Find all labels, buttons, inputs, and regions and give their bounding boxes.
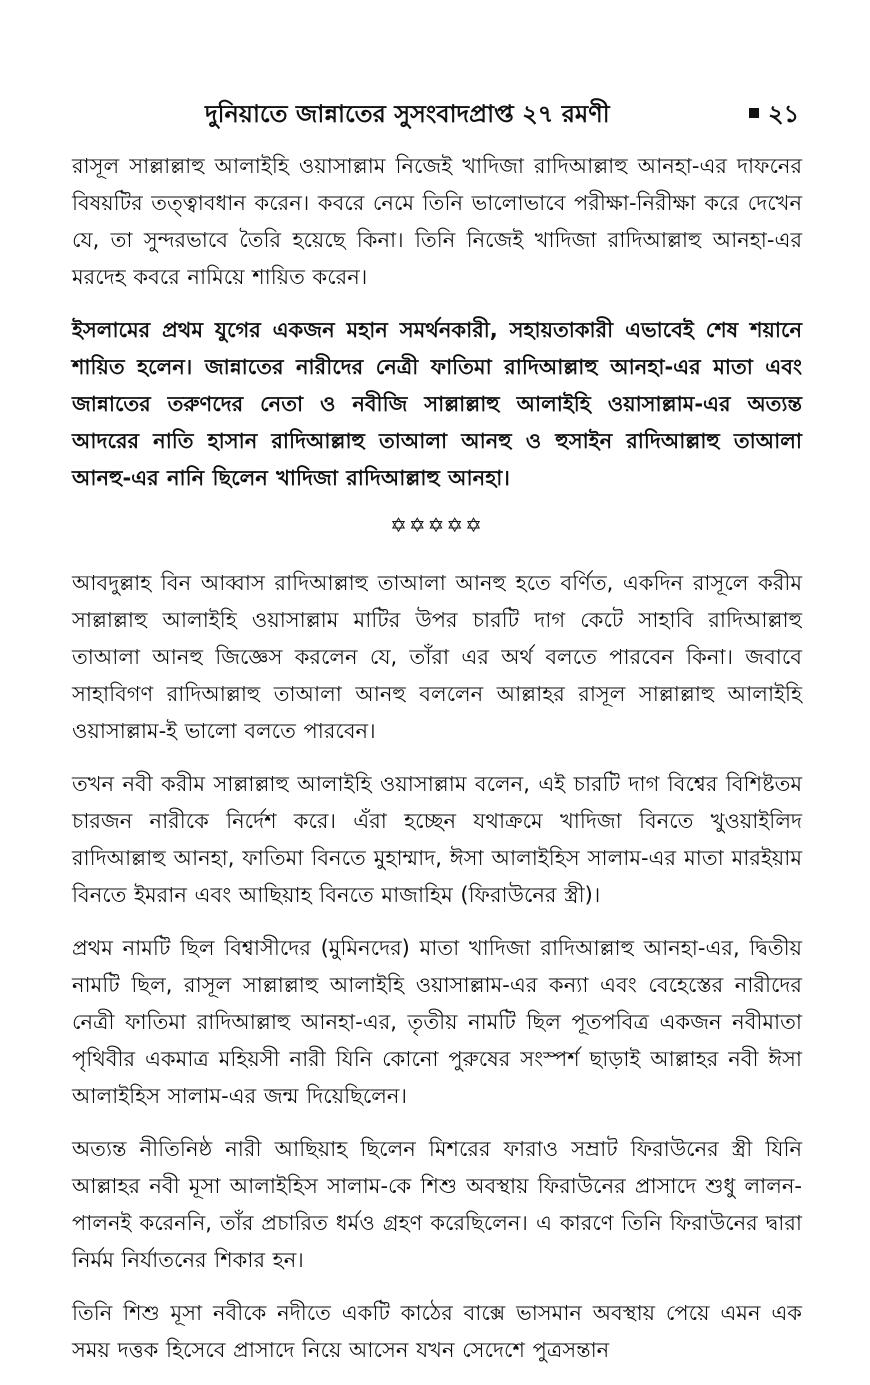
star-separator: ✡✡✡✡✡	[390, 513, 484, 537]
paragraph-asiyah: অত্যন্ত নীতিনিষ্ঠ নারী আছিয়াহ ছিলেন মিশরের ফারাও সম্রাট ফিরাউনের স্ত্রী যিনি আল্লাহর নবী মূসা আলাইহিস সালাম-কে শিশু অবস্থায় ফিরাউনের প্রাসাদে শুধু লালন-পালনই করেননি, তাঁর প্রচারিত ধর্মও গ্রহণ করেছিলেন। এ কারণে তিনি ফিরাউনের দ্বারা নির্মম নির্যাতনের শিকার হন।	[72, 1137, 802, 1272]
running-header	[0, 96, 870, 136]
paragraph-musa: তিনি শিশু মূসা নবীকে নদীতে একটি কাঠের বাক্সে ভাসমান অবস্থায় পেয়ে এমন এক সময় দত্তক হিসেবে প্রাসাদে নিয়ে আসেন যখন সেদেশে পুত্রসন্তান	[72, 1301, 802, 1362]
paragraph-lineage: ইসলামের প্রথম যুগের একজন মহান সমর্থনকারী, সহায়তাকারী এভাবেই শেষ শয়ানে শায়িত হলেন। জান্নাতের নারীদের নেত্রী ফাতিমা রাদিআল্লাহু আনহা-এর মাতা এবং জান্নাতের তরুণদের নেতা ও নবীজি সাল্লাল্লাহু আলাইহি ওয়াসাল্লাম-এর অত্যন্ত আদরের নাতি হাসান রাদিআল্লাহু তাআলা আনহু ও হুসাইন রাদিআল্লাহু তাআলা আনহু-এর নানি ছিলেন খাদিজা রাদিআল্লাহু আনহা।	[72, 318, 802, 490]
paragraph-four-lines: আবদুল্লাহ বিন আব্বাস রাদিআল্লাহু তাআলা আনহু হতে বর্ণিত, একদিন রাসূলে করীম সাল্লাল্লাহু আলাইহি ওয়াসাল্লাম মাটির উপর চারটি দাগ কেটে সাহাবি রাদিআল্লাহু তাআলা আনহু জিজ্ঞেস করলেন যে, তাঁরা এর অর্থ বলতে পারবেন কিনা। জবাবে সাহাবিগণ রাদিআল্লাহু তাআলা আনহু বললেন আল্লাহর রাসূল সাল্লাল্লাহু আলাইহি ওয়াসাল্লাম-ই ভালো বলতে পারবেন।	[72, 571, 802, 743]
running-title: দুনিয়াতে জান্নাতের সুসংবাদপ্রাপ্ত ২৭ রমণী	[205, 100, 610, 128]
paragraph-names: প্রথম নামটি ছিল বিশ্বাসীদের (মুমিনদের) মাতা খাদিজা রাদিআল্লাহু আনহা-এর, দ্বিতীয় নামটি ছিল, রাসূল সাল্লাল্লাহু আলাইহি ওয়াসাল্লাম-এর কন্যা এবং বেহেস্তের নারীদের নেত্রী ফাতিমা রাদিআল্লাহু আনহা-এর, তৃতীয় নামটি ছিল পূতপবিত্র একজন নবীমাতা পৃথিবীর একমাত্র মহিয়সী নারী যিনি কোনো পুরুষের সংস্পর্শ ছাড়াই আল্লাহর নবী ঈসা আলাইহিস সালাম-এর জন্ম দিয়েছিলেন।	[72, 936, 802, 1108]
page-number: ২১	[768, 100, 800, 128]
paragraph-four-women: তখন নবী করীম সাল্লাল্লাহু আলাইহি ওয়াসাল্লাম বলেন, এই চারটি দাগ বিশ্বের বিশিষ্টতম চারজন নারীকে নির্দেশ করে। এঁরা হচ্ছেন যথাক্রমে খাদিজা বিনতে খুওয়াইলিদ রাদিআল্লাহু আনহা, ফাতিমা বিনতে মুহাম্মাদ, ঈসা আলাইহিস সালাম-এর মাতা মারইয়াম বিনতে ইমরান এবং আছিয়াহ বিনতে মাজাহিম (ফিরাউনের স্ত্রী)।	[72, 772, 802, 907]
square-bullet-icon	[749, 108, 759, 118]
body-text	[72, 148, 802, 1385]
paragraph-burial: রাসূল সাল্লাল্লাহু আলাইহি ওয়াসাল্লাম নিজেই খাদিজা রাদিআল্লাহু আনহা-এর দাফনের বিষয়টির তত্ত্বাবধান করেন। কবরে নেমে তিনি ভালোভাবে পরীক্ষা-নিরীক্ষা করে দেখেন যে, তা সুন্দরভাবে তৈরি হয়েছে কিনা। তিনি নিজেই খাদিজা রাদিআল্লাহু আনহা-এর মরদেহ কবরে নামিয়ে শায়িত করেন।	[72, 154, 802, 289]
